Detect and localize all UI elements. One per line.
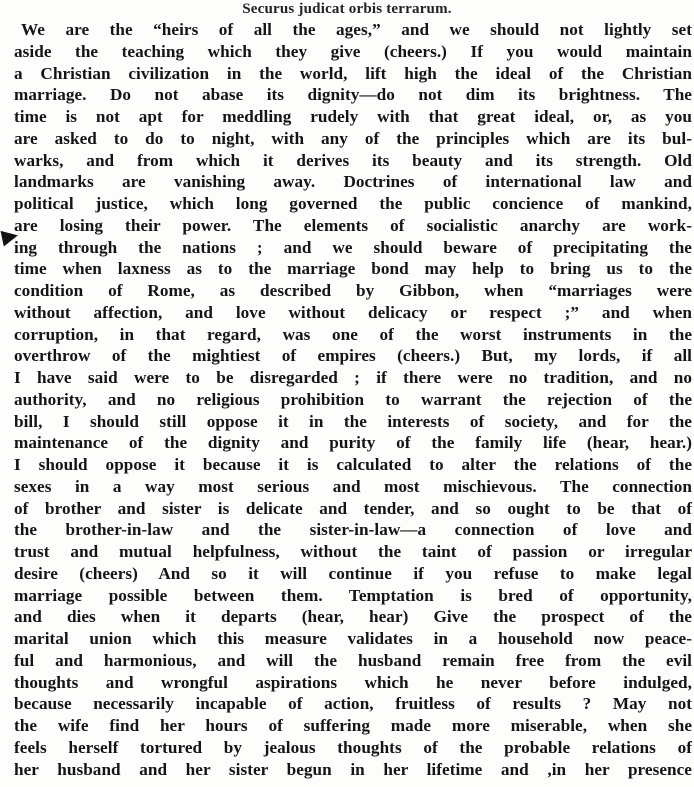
text-line: ing through the nations ; and we should beware of precipitating the xyxy=(14,237,692,257)
text-line: are losing their power. The elements of socialistic anarchy are work- xyxy=(14,215,692,235)
text-line: thoughts and wrongful aspirations which he never before indulged, xyxy=(14,672,692,692)
text-line: trust and mutual helpfulness, without the taint of passion or irregular xyxy=(14,542,692,561)
text-line: authority, and no religious prohibition to warrant the rejection of the xyxy=(14,389,692,409)
text-line: without affection, and love without delicacy or respect ;” and when xyxy=(14,302,692,322)
text-line: maintenance of the dignity and purity of the family life (hear, hear.) xyxy=(14,433,692,453)
text-line: corruption, in that regard, was one of the worst instruments in the xyxy=(14,324,692,344)
text-line: the brother-in-law and the sister-in-law—a connection of love and xyxy=(14,520,692,540)
text-line: ful and harmonious, and will the husband remain free from the evil xyxy=(14,650,692,670)
text-line: her husband and her sister begun in her lifetime and ,in her presence xyxy=(14,759,692,779)
text-line: and dies when it departs (hear, hear) Give the prospect of the xyxy=(14,607,692,627)
text-line: I have said were to be disregarded ; if there were no tradition, and no xyxy=(14,368,692,387)
text-line: warks, and from which it derives its beauty and its strength. Old xyxy=(14,150,692,170)
text-line: overthrow of the mightiest of empires (cheers.) But, my lords, if all xyxy=(14,346,692,366)
text-line: the wife find her hours of suffering made more miserable, when she xyxy=(14,716,692,735)
text-line: of brother and sister is delicate and tender, and so ought to be that of xyxy=(14,498,692,518)
text-line: are asked to do to night, with any of the principles which are its bul- xyxy=(14,128,692,148)
text-line: marriage possible between them. Temptation is bred of opportunity, xyxy=(14,585,692,605)
text-line: sexes in a way most serious and most mischievous. The connection xyxy=(14,476,692,496)
text-line: I should oppose it because it is calculated to alter the relations of the xyxy=(14,455,692,474)
text-line: landmarks are vanishing away. Doctrines of international law and xyxy=(14,172,692,192)
running-head: Securus judicat orbis terrarum. xyxy=(242,1,452,17)
text-line: bill, I should still oppose it in the interests of society, and for the xyxy=(14,411,692,431)
text-line: feels herself tortured by jealous thoughts of the probable relations of xyxy=(14,737,692,757)
text-line: time is not apt for meddling rudely with that great ideal, or, as you xyxy=(14,107,692,126)
text-line: condition of Rome, as described by Gibbon, when “marriages were xyxy=(14,281,692,300)
text-line: political justice, which long governed the public concience of mankind, xyxy=(14,194,692,213)
text-line: aside the teaching which they give (cheers.) If you would maintain xyxy=(14,41,692,61)
text-line: time when laxness as to the marriage bond may help to bring us to the xyxy=(14,259,692,279)
text-line: marital union which this measure validates in a household now peace- xyxy=(14,629,692,648)
text-line: We are the “heirs of all the ages,” and we should not lightly set xyxy=(21,20,692,39)
text-line: marriage. Do not abase its dignity—do not dim its brightness. The xyxy=(14,85,692,105)
text-line: desire (cheers) And so it will continue if you refuse to make legal xyxy=(14,563,692,583)
text-line: because necessarily incapable of action, fruitless of results ? May not xyxy=(14,694,692,714)
text-line: a Christian civilization in the world, lift high the ideal of the Christian xyxy=(14,63,692,83)
article-body xyxy=(14,19,692,780)
